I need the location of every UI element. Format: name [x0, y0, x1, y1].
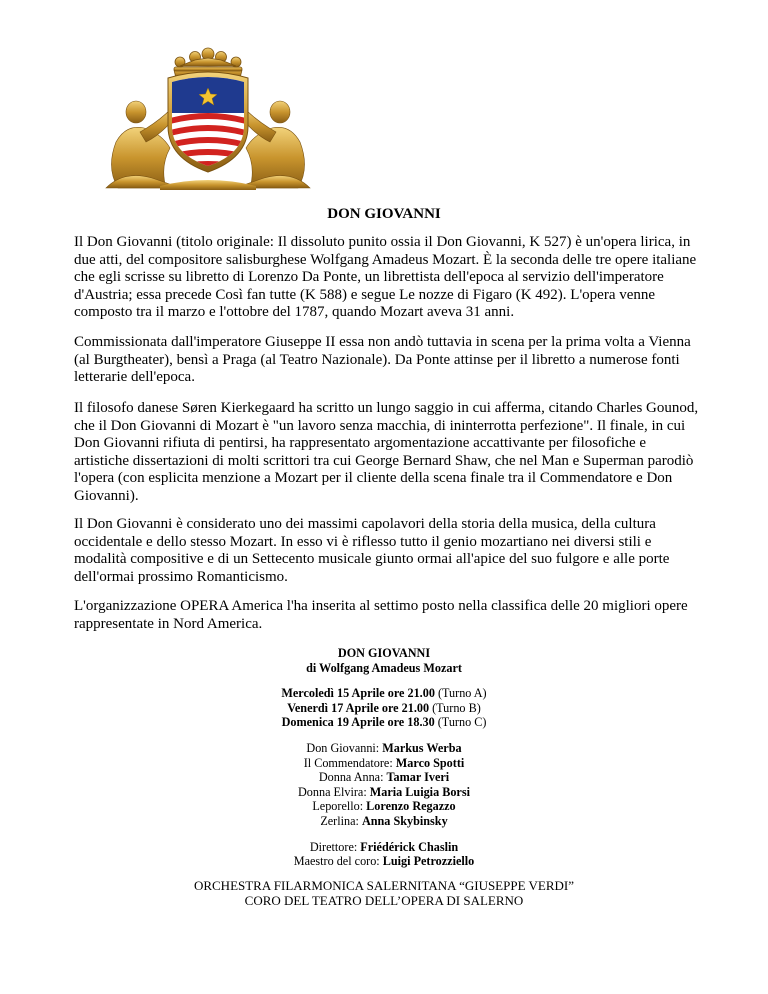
footer-credits [0, 878, 768, 909]
date-row: Domenica 19 Aprile ore 18.30 (Turno C) [281, 715, 487, 730]
date-row: Venerdì 17 Aprile ore 21.00 (Turno B) [287, 700, 481, 715]
staff-row: Direttore: Friédérick Chaslin [309, 839, 459, 854]
paragraph-intro: Il Don Giovanni (titolo originale: Il dissoluto punito ossia il Don Giovanni, K 527) è un'opera lirica, in due atti, del compositore salisburghese Wolfgang Amadeus Mozart. È la seconda delle tre opere italiane che egli scrisse su libretto di Lorenzo Da Ponte, un librettista dell'epoca al servizio dell'imperatore d'Austria; essa precede Così fan tutte (K 588) e segue Le nozze di Figaro (K 492). L'opera venne composto tra il marzo e l'ottobre del 1787, quando Mozart aveva 31 anni. [74, 234, 697, 321]
cast-list [0, 741, 768, 829]
cast-row: Donna Elvira: Maria Luigia Borsi [298, 784, 470, 799]
choir-line: CORO DEL TEATRO DELL’OPERA DI SALERNO [244, 893, 524, 909]
cast-row: Don Giovanni: Markus Werba [306, 740, 462, 755]
cast-row: Zerlina: Anna Skybinsky [320, 813, 448, 828]
crest-icon [100, 38, 316, 190]
document-title: DON GIOVANNI [327, 206, 441, 222]
program-subtitle: di Wolfgang Amadeus Mozart [306, 660, 462, 675]
program-section [0, 646, 768, 878]
paragraph-kierkegaard: Il filosofo danese Søren Kierkegaard ha scritto un lungo saggio in cui afferma, citando Charles Gounod, che il Don Giovanni di Mozart è "un lavoro senza macchia, di ininterrotta perfezione". Il finale, in cui Don Giovanni rifiuta di pentirsi, ha rappresentato argomentazione accattivante per filosofiche e artistiche dissertazioni di molti scrittori tra cui George Bernard Shaw, che nel Man e Superman parodiò l'opera (con esplicita menzione a Mozart per il cliente della scena finale tra il Commendatore e Don Giovanni). [74, 400, 699, 504]
staff-list [0, 840, 768, 869]
performance-dates [0, 686, 768, 730]
paragraph-commission: Commissionata dall'imperatore Giuseppe II essa non andò tuttavia in scena per la prima volta a Vienna (al Burgtheater), bensì a Praga (al Teatro Nazionale). Da Ponte attinse per il libretto a numerose fonti letterarie dell'epoca. [74, 334, 691, 386]
orchestra-line: ORCHESTRA FILARMONICA SALERNITANA “GIUSEPPE VERDI” [193, 878, 575, 893]
program-title: DON GIOVANNI [337, 646, 431, 660]
cast-row: Il Commendatore: Marco Spotti [303, 755, 465, 770]
cast-row: Leporello: Lorenzo Regazzo [312, 799, 456, 814]
date-row: Mercoledì 15 Aprile ore 21.00 (Turno A) [281, 686, 487, 701]
paragraph-ranking: L'organizzazione OPERA America l'ha inserita al settimo posto nella classifica delle 20 migliori opere rappresentate in Nord America. [74, 598, 688, 632]
staff-row: Maestro del coro: Luigi Petrozziello [293, 854, 475, 869]
cast-row: Donna Anna: Tamar Iveri [318, 770, 450, 785]
paragraph-masterpiece: Il Don Giovanni è considerato uno dei massimi capolavori della storia della musica, della cultura occidentale e dello stesso Mozart. In esso vi è riflesso tutto il genio mozartiano nei diversi stili e modalità compositive e di un Settecento musicale giunto ormai all'apice del suo fulgore e alle porte dell'ormai prossimo Romanticismo. [74, 516, 670, 585]
